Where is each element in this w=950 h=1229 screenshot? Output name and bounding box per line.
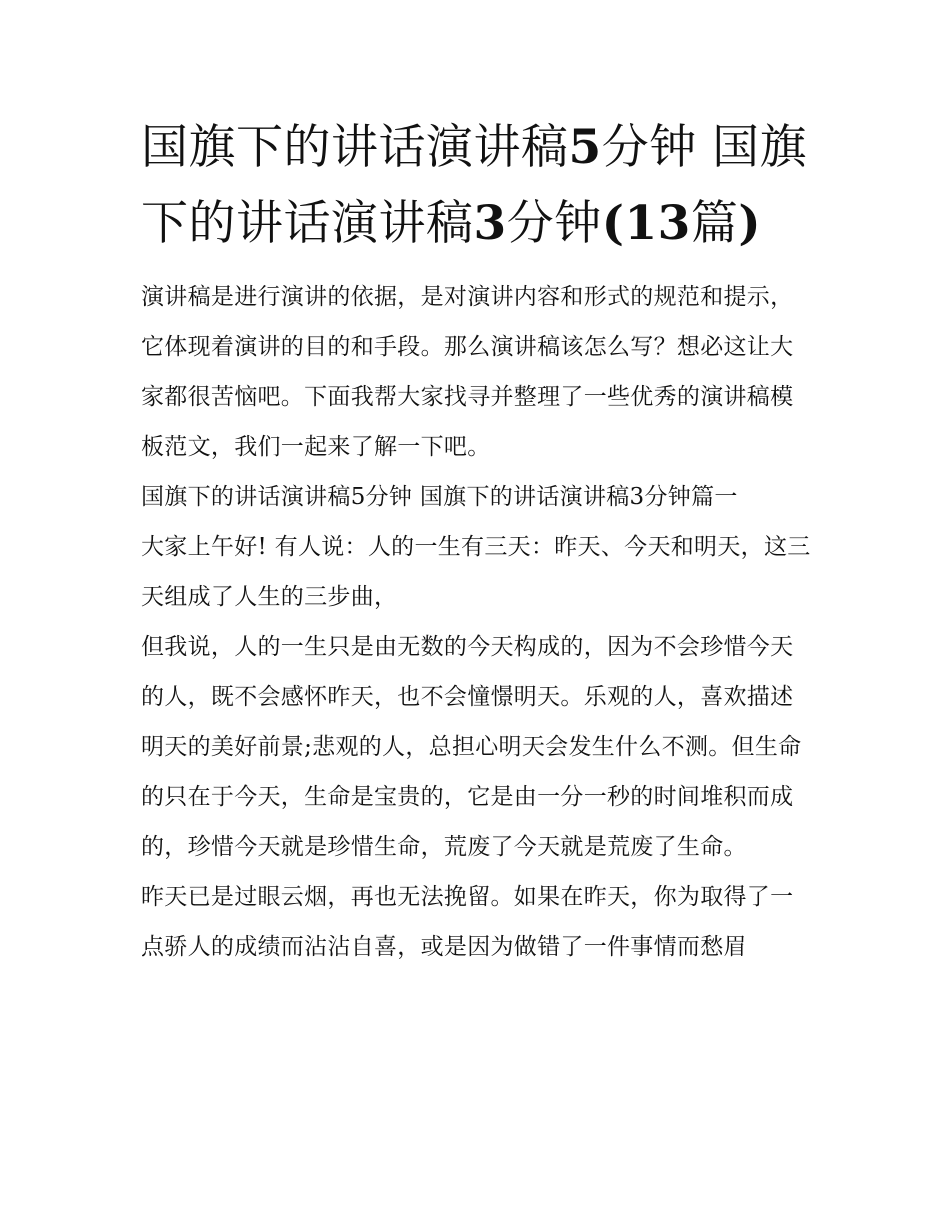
paragraph-body-1: 但我说，人的一生只是由无数的今天构成的，因为不会珍惜今天的人，既不会感怀昨天，也不会憧憬明天。乐观的人，喜欢描述明天的美好前景;悲观的人，总担心明天会发生什么不测。但生命的只在于今天，生命是宝贵的，它是由一分一秒的时间堆积而成的，珍惜今天就是珍惜生命，荒废了今天就是荒废了生命。 [141, 634, 802, 860]
paragraph-greeting: 大家上午好! 有人说：人的一生有三天：昨天、今天和明天，这三天组成了人生的三步曲， [141, 534, 811, 610]
document-title: 国旗下的讲话演讲稿5分钟 国旗下的讲话演讲稿3分钟(13篇) [141, 120, 808, 251]
paragraph-section-heading: 国旗下的讲话演讲稿5分钟 国旗下的讲话演讲稿3分钟篇一 [141, 484, 738, 510]
paragraph-body-2: 昨天已是过眼云烟，再也无法挽留。如果在昨天，你为取得了一点骄人的成绩而沾沾自喜，或是因为做错了一件事情而愁眉 [141, 884, 794, 960]
paragraph-intro: 演讲稿是进行演讲的依据，是对演讲内容和形式的规范和提示，它体现着演讲的目的和手段。那么演讲稿该怎么写？想必这让大家都很苦恼吧。下面我帮大家找寻并整理了一些优秀的演讲稿模板范文，我们一起来了解一下吧。 [141, 284, 794, 460]
document-body [141, 110, 813, 972]
